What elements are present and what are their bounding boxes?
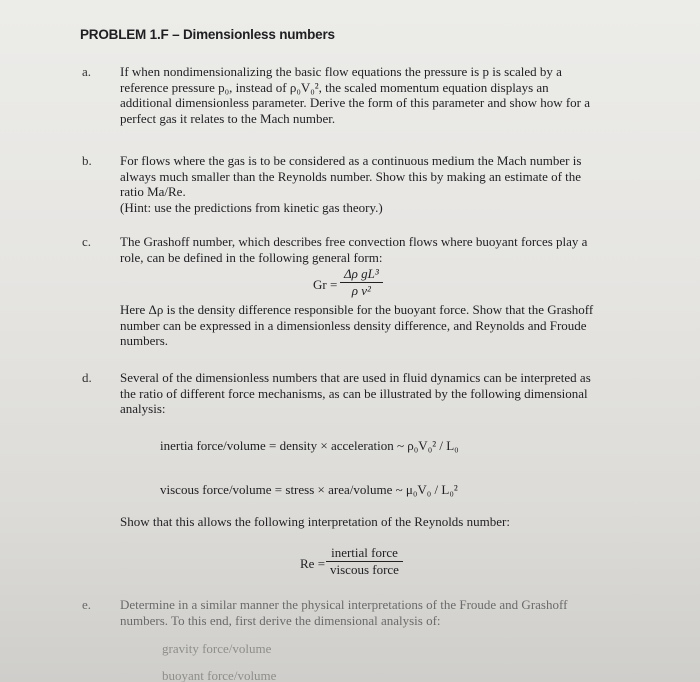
paragraph-c-body — [120, 302, 635, 349]
item-letter-e: e. — [82, 597, 92, 612]
reynolds-equation-fraction — [326, 545, 403, 578]
item-letter-c: c. — [82, 234, 92, 249]
item-letter-a: a. — [82, 64, 92, 79]
paragraph-a-line-3: additional dimensionless parameter. Derive the form of this parameter and show how for a — [120, 95, 591, 110]
paragraph-d-line-3: analysis: — [120, 401, 166, 416]
paragraph-e-line-1: Determine in a similar manner the physical interpretations of the Froude and Grashoff — [120, 597, 568, 612]
reynolds-numerator: inertial force — [326, 545, 403, 562]
item-letter-b: b. — [82, 153, 92, 168]
buoyant-force-item: buoyant force/volume — [162, 668, 277, 682]
gravity-force-item: gravity force/volume — [162, 641, 272, 656]
grashoff-denominator: ρ ν² — [351, 283, 371, 298]
paragraph-e-line-2: numbers. To this end, first derive the dimensional analysis of: — [120, 612, 441, 628]
item-letter-d: d. — [82, 370, 92, 385]
paragraph-b-line-1: For flows where the gas is to be considered as a continuous medium the Mach number is — [120, 153, 582, 168]
reynolds-equation-lhs: Re = — [300, 556, 326, 571]
paragraph-d-line-1: Several of the dimensionless numbers that are used in fluid dynamics can be interpreted as — [120, 370, 591, 385]
paragraph-d-intro — [120, 370, 635, 417]
paragraph-b-line-2: always much smaller than the Reynolds number. Show this by making an estimate of the — [120, 168, 582, 184]
paragraph-d-line-2: the ratio of different force mechanisms, as can be illustrated by the following dimensional — [120, 385, 588, 401]
paragraph-b-line-3: ratio Ma/Re. — [120, 184, 186, 199]
paragraph-a-line-2: reference pressure p₀, instead of ρ₀V₀², the scaled momentum equation displays an — [120, 79, 549, 95]
paragraph-d-line-4: Show that this allows the following interpretation of the Reynolds number: — [120, 514, 510, 529]
paragraph-a-line-4: perfect gas it relates to the Mach number. — [120, 110, 336, 126]
paragraph-c-line-1: The Grashoff number, which describes free convection flows where buoyant forces play a — [120, 234, 588, 249]
paragraph-a — [120, 64, 635, 126]
paragraph-c-intro — [120, 234, 635, 265]
paragraph-c-line-3: Here Δρ is the density difference responsible for the buoyant force. Show that the Grashoff — [120, 302, 594, 317]
paragraph-c-line-5: numbers. — [120, 333, 169, 348]
grashoff-equation-lhs: Gr = — [313, 277, 338, 292]
paragraph-e — [120, 597, 635, 628]
grashoff-equation-fraction — [340, 266, 383, 299]
paragraph-b-line-4: (Hint: use the predictions from kinetic gas theory.) — [120, 199, 383, 215]
paragraph-b — [120, 153, 635, 215]
paragraph-c-line-4: number can be expressed in a dimensionless density difference, and Reynolds and Froude — [120, 317, 587, 333]
paragraph-c-line-2: role, can be defined in the following general form: — [120, 249, 383, 265]
page-title: PROBLEM 1.F – Dimensionless numbers — [80, 27, 335, 42]
reynolds-denominator: viscous force — [330, 562, 399, 577]
viscous-force-equation: viscous force/volume = stress × area/volume ~ μ₀V₀ / L₀² — [160, 482, 458, 497]
inertia-force-equation: inertia force/volume = density × acceleration ~ ρ₀V₀² / L₀ — [160, 438, 459, 453]
grashoff-numerator: Δρ gL³ — [340, 266, 383, 283]
paragraph-a-line-1: If when nondimensionalizing the basic flow equations the pressure is p is scaled by a — [120, 64, 562, 79]
